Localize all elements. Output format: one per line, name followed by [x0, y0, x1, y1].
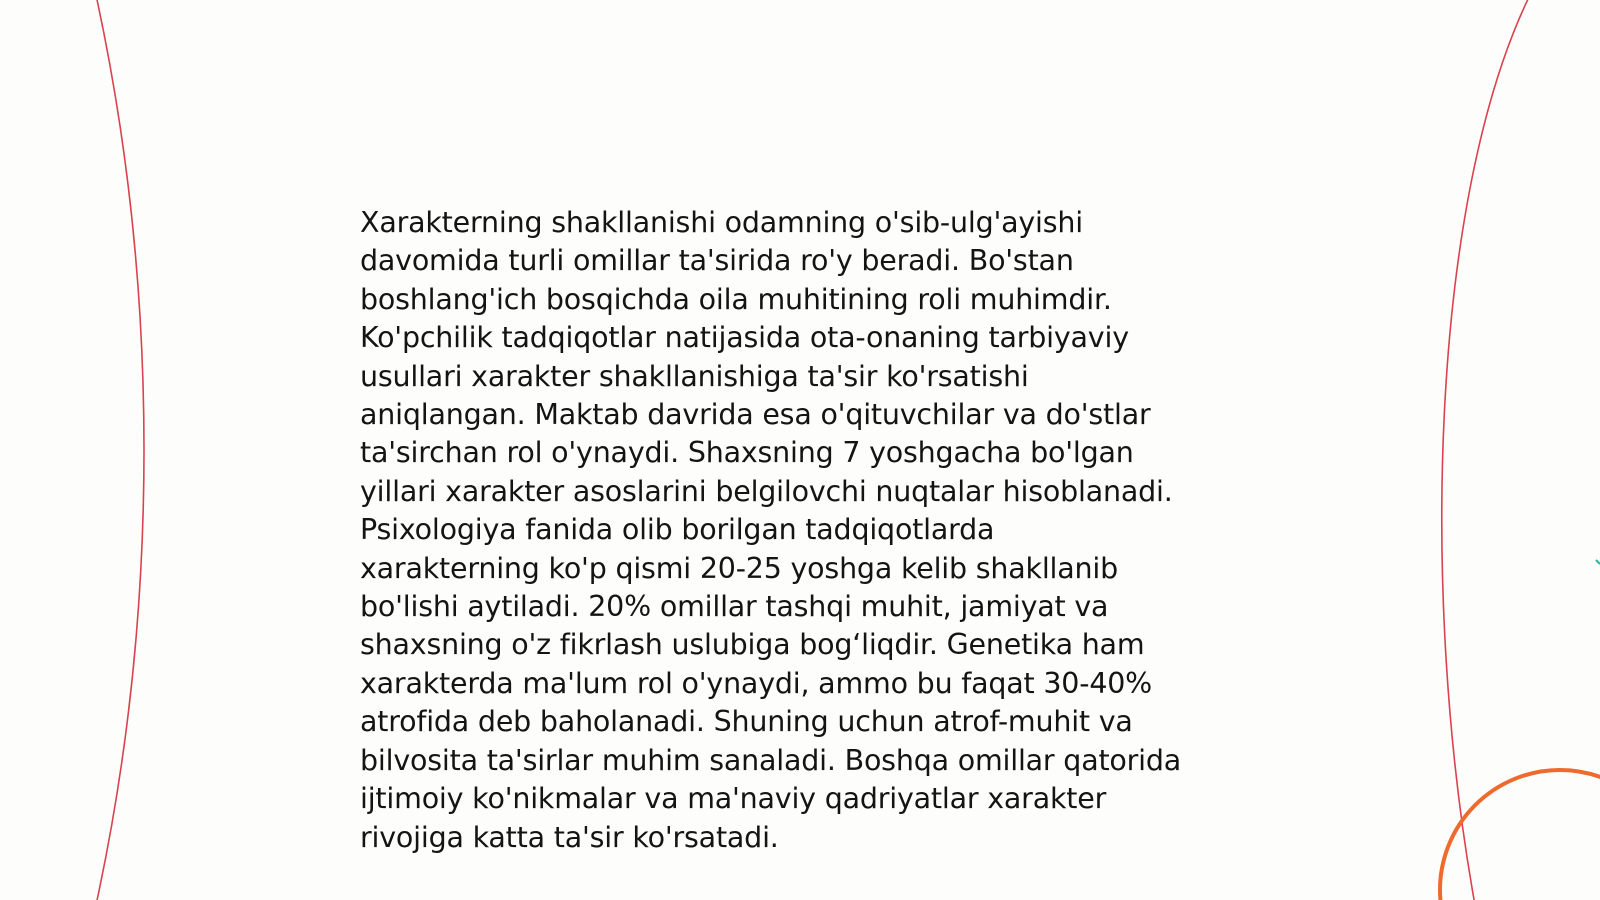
- paragraph-line: bilvosita ta'sirlar muhim sanaladi. Boshqa omillar qatorida: [360, 743, 1182, 777]
- teal-accent-mark: [1596, 560, 1600, 564]
- paragraph-line: aniqlangan. Maktab davrida esa o'qituvchilar va do'stlar: [360, 398, 1151, 432]
- paragraph-line: xarakterda ma'lum rol o'ynaydi, ammo bu faqat 30-40%: [360, 666, 1153, 700]
- paragraph-line: rivojiga katta ta'sir ko'rsatadi.: [360, 820, 779, 854]
- paragraph-line: ijtimoiy ko'nikmalar va ma'naviy qadriyatlar xarakter: [360, 782, 1107, 816]
- paragraph-line: xarakterning ko'p qismi 20-25 yoshga kelib shakllanib: [360, 551, 1119, 585]
- right-red-arc: [1442, 0, 1530, 900]
- paragraph-line: atrofida deb baholanadi. Shuning uchun atrof-muhit va: [360, 705, 1133, 739]
- paragraph-line: Psixologiya fanida olib borilgan tadqiqotlarda: [360, 513, 995, 547]
- paragraph-line: bo'lishi aytiladi. 20% omillar tashqi muhit, jamiyat va: [360, 590, 1109, 624]
- paragraph-line: yillari xarakter asoslarini belgilovchi nuqtalar hisoblanadi.: [360, 474, 1173, 508]
- paragraph-line: Xarakterning shakllanishi odamning o'sib-ulg'ayishi: [360, 206, 1083, 239]
- paragraph-line: boshlang'ich bosqichda oila muhitining roli muhimdir.: [360, 282, 1112, 316]
- paragraph-line: davomida turli omillar ta'sirida ro'y beradi. Bo'stan: [360, 244, 1074, 278]
- paragraph-line: shaxsning o'z fikrlash uslubiga bog‘liqdir. Genetika ham: [360, 628, 1145, 662]
- paragraph-line: usullari xarakter shakllanishiga ta'sir ko'rsatishi: [360, 359, 1029, 393]
- left-red-arc: [96, 0, 144, 900]
- body-paragraph: [360, 204, 1260, 857]
- paragraph-line: ta'sirchan rol o'ynaydi. Shaxsning 7 yoshgacha bo'lgan: [360, 436, 1134, 470]
- paragraph-line: Ko'pchilik tadqiqotlar natijasida ota-onaning tarbiyaviy: [360, 321, 1129, 355]
